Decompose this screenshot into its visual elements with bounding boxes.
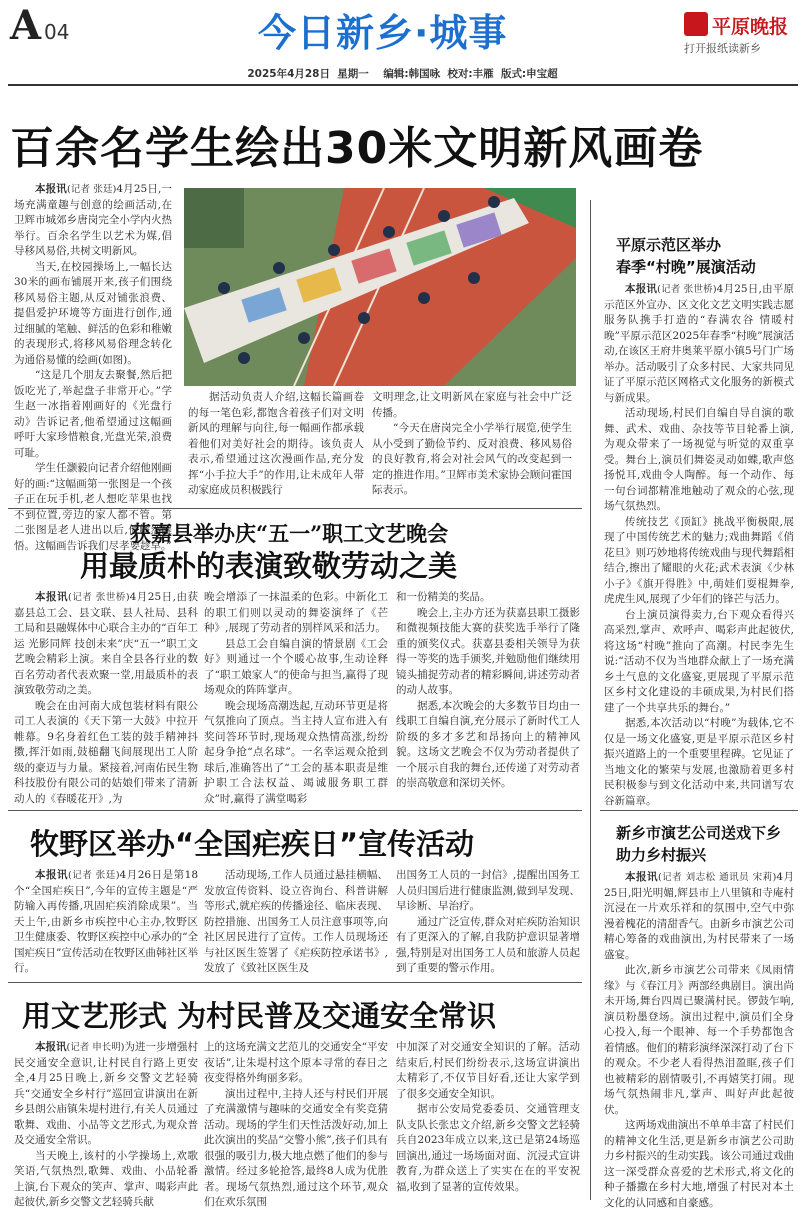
side2-body: 本报讯(记者 刘志松 通讯员 宋莉)4月25日,阳光明媚,辉县市上八里镇和寺庵村沉浸在一片欢乐祥和的氛围中,空气中弥漫着槐花的清甜香气。由新乡市演艺公司精心筹备的戏曲演出,为村民带来了一场盛宴。 此次,新乡市演艺公司带来《凤雨情缘》与《春江月》两部经典剧目。演出尚未开场,舞台四周已聚满村民。锣鼓乍响,演员粉墨登场。演出过程中,演员们全身心投入,每一个眼神、每一个手势都饱含着情感。他们的精彩演绎深深打动了台下的观众。不少老人看得热泪盈眶,孩子们也被精彩的剧情吸引,不再嬉笑打闹。现场气氛热闹非凡,掌声、叫好声此起彼伏。 这两场戏曲演出不单单丰富了村民们的精神文化生活,更是新乡市演艺公司助力乡村振兴的生动实践。该公司通过戏曲这一深受群众喜爱的艺术形式,将文化的种子播撒在乡村大地,增强了村民对本土文化的认同感和自豪感。 bbox=[604, 871, 794, 1209]
photo-illustration bbox=[184, 188, 576, 386]
article3-headline: 牧野区举办“全国疟疾日”宣传活动 bbox=[30, 827, 475, 861]
side1-headline-l2: 春季“村晚”展演活动 bbox=[616, 258, 756, 276]
article1-col3: 文明理念,让文明新风在家庭与社会中广泛传播。 “今天在唐岗完全小学举行展览,使学生从小受到了勤俭节约、反对浪费、移风易俗的良好教育,将会对社会风气的改变起到一定的推进作用。”卫辉市美术家协会顾问霍国际表示。 bbox=[372, 391, 572, 496]
masthead-logo bbox=[684, 12, 794, 56]
article4-col3: 中加深了对交通安全知识的了解。活动结束后,村民们纷纷表示,这场宣讲演出太精彩了,不仅节目好看,还让大家学到了很多交通安全知识。 据市公安局党委委员、交通管理支队支队长张忠文介绍,新乡交警文艺轻骑兵自2023年成立以来,这已是第24场巡回演出,通过一场场面对面、沉浸式宣讲教育,为群众送上了实实在在的平安祝福,收到了显著的宣传效果。 bbox=[396, 1041, 580, 1193]
side2-headline-l1: 新乡市演艺公司送戏下乡 bbox=[616, 824, 782, 842]
article2-headline: 用最质朴的表演致敬劳动之美 bbox=[80, 549, 458, 583]
children-painting-photo bbox=[184, 188, 576, 386]
section-title: 今日新乡·城事 bbox=[258, 11, 508, 55]
meta-line: 2025年4月28日 星期一 编辑:韩国咏 校对:丰雁 版式:申宝超 bbox=[247, 68, 558, 80]
page-header bbox=[0, 0, 805, 88]
article4-col1: 本报讯(记者 申长明)为进一步增强村民交通安全意识,让村民自行路上更安全,4月25日晚上,新乡交警文艺轻骑兵“交通安全乡村行”巡回宣讲演出在新乡县朗公庙镇朱堤村进行,有关人员通过歌舞、戏曲、小品等文艺形式,为观众普及交通安全常识。 当天晚上,该村的小学操场上,欢歌笑语,气氛热烈,歌舞、戏曲、小品轮番上演,台下观众的笑声、掌声、喝彩声此起彼伏,新乡交警文艺轻骑兵献 bbox=[14, 1041, 199, 1208]
article2-kicker: 获嘉县举办庆“五一”职工文艺晚会 bbox=[130, 521, 449, 546]
divider-a3 bbox=[8, 982, 582, 983]
article3-col3: 出国务工人员的一封信》,提醒出国务工人员归国后进行健康监测,做到早发现、早诊断、早治疗。 通过广泛宣传,群众对疟疾防治知识有了更深入的了解,自我防护意识显著增强,特别是对出国务工人员和旅游人员起到了重要的警示作用。 bbox=[396, 869, 580, 974]
page-number: 04 bbox=[44, 20, 70, 44]
article1-headline: 百余名学生绘出30米文明新风画卷 bbox=[10, 123, 704, 174]
header-divider bbox=[8, 84, 798, 86]
divider-a1 bbox=[8, 508, 582, 509]
newspaper-logo-icon bbox=[684, 12, 708, 36]
side1-body: 本报讯(记者 张世桥)4月25日,由平原示范区外宣办、区文化文艺文明实践志愿服务队携手打造的“春满农谷 情暖村晚”平原示范区2025年春季“村晚”展演活动,在该区王府井奥莱平原小镇5号门广场举办。活动吸引了众多村民、大家共同见证了平原示范区网格式文化服务的新模式与新成果。 活动现场,村民们自编自导自演的歌舞、武术、戏曲、杂技等节目轮番上演,为观众带来了一场视觉与听觉的双重享受。舞台上,演员们舞姿灵动如蝶,歌声悠扬悦耳,戏曲令人陶醉。每一个动作、每一句台词都精准地触动了观众的心弦,现场气氛热烈。 传统技艺《顶缸》挑战平衡极限,展现了中国传统艺术的魅力;戏曲舞蹈《俏花旦》则巧妙地将传统戏曲与现代舞蹈相结合,擦出了耀眼的火花;武术表演《少林小子》《旗开得胜》中,萌娃们耍棍舞拳,虎虎生风,展现了少年们的锋芒与活力。 台上演员演得卖力,台下观众看得兴高采烈,掌声、欢呼声、喝彩声此起彼伏,将这场“村晚”推向了高潮。村民李先生说:“活动不仅为当地群众献上了一场充满乡土气息的文化盛宴,更展现了平原示范区乡村文化建设的丰硕成果,为村民们搭建了一个共享共乐的舞台。” 据悉,本次活动以“村晚”为载体,它不仅是一场文化盛宴,更是平原示范区乡村振兴道路上的一个重要里程碑。它见证了当地文化的繁荣与发展,也激励着更多村民积极参与到文化活动中来,共同谱写农谷新篇章。 bbox=[604, 283, 795, 807]
page-letter: A bbox=[10, 2, 42, 49]
article3-col1: 本报讯(记者 张廷)4月26日是第18个“全国疟疾日”,今年的宣传主题是“严防输入再传播,巩固疟疾消除成果”。当天上午,由新乡市疾控中心主办,牧野区卫生健康委、牧野区疾控中心承办的“全国疟疾日”宣传活动在牧野区曲韩社区举行。 bbox=[14, 869, 198, 974]
side2-headline-l2: 助力乡村振兴 bbox=[616, 846, 707, 864]
article4-headline: 用文艺形式 为村民普及交通安全常识 bbox=[22, 999, 497, 1033]
article2-col1: 本报讯(记者 张世桥)4月25日,由获嘉县总工会、县文联、县人社局、县科工局和县融媒体中心联合主办的“百年工运 光影同辉 技创未来”庆“五一”职工文艺晚会精彩上演。来自全县各行业的数百名劳动者代表欢聚一堂,用最质朴的表演致敬劳动之美。 晚会在由河南大成包装材料有限公司工人表演的《天下第一大鼓》中拉开帷幕。9名身着红色工装的鼓手精神抖擞,挥汗如雨,鼓槌翻飞间展现出工人阶级的豪迈与力量。紧接着,河南佑民生物科技股份有限公司的姑娘们带来了清新动人的《春暖花开》,为 bbox=[14, 591, 199, 805]
side1-headline-l1: 平原示范区举办 bbox=[616, 236, 722, 254]
article3-col2: 活动现场,工作人员通过悬挂横幅、发放宣传资料、设立咨询台、科普讲解等形式,就疟疾的传播途径、临床表现、防控措施、出国务工人员注意事项等,向社区居民进行了宣传。工作人员现场还与社区医生签署了《疟疾防控承诺书》,发放了《致社区医生及 bbox=[204, 869, 388, 974]
article1-col2: 据活动负责人介绍,这幅长篇画卷的每一笔色彩,都饱含着孩子们对文明新风的理解与向往,每一幅画作都承载着他们对美好社会的期待。该负责人表示,希望通过这次漫画作品,充分发挥“小手拉大手”的作用,让未成年人带动家庭成员积极践行 bbox=[188, 391, 364, 496]
divider-s1 bbox=[600, 810, 798, 811]
article4-col2: 上的这场充满文艺范儿的交通安全“平安夜话”,让朱堤村这个原本寻常的春日之夜变得格外绚丽多彩。 演出过程中,主持人还与村民们开展了充满激情与趣味的交通安全有奖竞猜活动。现场的学生们天性活泼好动,加上此次演出的奖品“交警小熊”,孩子们具有很强的吸引力,极大地点燃了他们的参与激情。经过多轮抢答,最终8人成为优胜者。现场气氛热烈,通过这个环节,观众们在欢乐氛围 bbox=[204, 1041, 388, 1208]
logo-tagline: 打开报纸读新乡 bbox=[684, 42, 761, 55]
article1-col1: 本报讯(记者 张廷)4月25日,一场充满童趣与创意的绘画活动,在卫辉市城郊乡唐岗完全小学内火热举行。百余名学生以艺术为媒,倡导移风易俗,共树文明新风。 当天,在校园操场上,一幅长达30米的画布铺展开来,孩子们围绕移风易俗主题,从反对铺张浪费、提倡爱护环境等方面进行创作,通过细腻的笔触、鲜活的色彩和稚嫩的表现形式,将移风易俗理念转化为通俗易懂的绘画(如图)。 “这是几个朋友去聚餐,然后把饭吃光了,举起盘子非常开心。”学生赵一冰指着刚画好的《光盘行动》告诉记者,他希望通过这幅画呼吁大家珍惜粮食,光盘光荣,浪费可耻。 学生任灏毅向记者介绍他刚画好的画:“这幅画第一张图是一个孩子正在玩手机,老人想吃苹果也找不到位置,旁边的家人都不管。第二张图是老人进出以后,他幡然醒悟。这幅画告诉我们尽孝要趁早。” bbox=[14, 183, 172, 552]
sidebar-divider bbox=[590, 200, 591, 1200]
logo-text: 平原晚报 bbox=[712, 16, 789, 38]
article2-col3: 和一份精美的奖品。 晚会上,主办方还为获嘉县职工摄影和微视频技能大赛的获奖选手举行了隆重的颁奖仪式。获嘉县委相关领导为获得一等奖的选手颁奖,并勉励他们继续用镜头捕捉劳动者的精彩瞬间,讲述劳动者的动人故事。 据悉,本次晚会的大多数节目均由一线职工自编自演,充分展示了新时代工人阶级的多才多艺和昂扬向上的精神风貌。这场文艺晚会不仅为劳动者提供了一个展示自我的舞台,还传递了对劳动者的崇高敬意和深切关怀。 bbox=[396, 591, 580, 789]
article2-col2: 晚会增添了一抹温柔的色彩。中新化工的职工们则以灵动的舞姿演绎了《芒种》,展现了劳动者的别样风采和活力。 县总工会自编自演的情景剧《工会好》则通过一个个暖心故事,生动诠释了“职工娘家人”的使命与担当,赢得了现场观众的阵阵掌声。 晚会现场高潮迭起,互动环节更是将气氛推向了顶点。当主持人宣布进入有奖问答环节时,现场观众热情高涨,纷纷起身争抢“点名球”。一名幸运观众抢到球后,准确答出了“工会的基本职责是维护职工合法权益、竭诚服务职工群众”时,赢得了满堂喝彩 bbox=[204, 591, 388, 805]
divider-a2 bbox=[8, 810, 582, 811]
